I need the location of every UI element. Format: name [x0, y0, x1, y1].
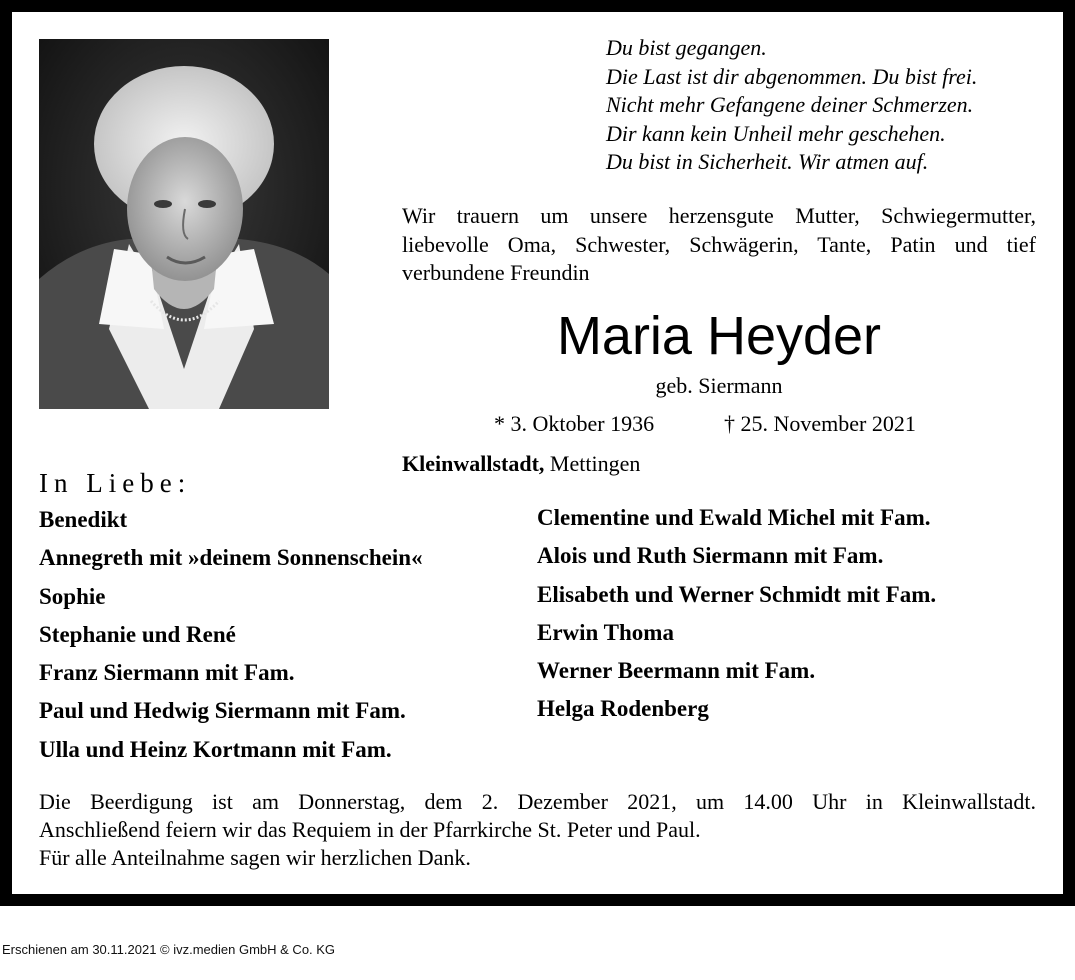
places	[402, 450, 640, 478]
poem-line: Du bist in Sicherheit. Wir atmen auf.	[606, 149, 929, 174]
closing-line: Für alle Anteilnahme sagen wir herzlichen Dank.	[39, 845, 471, 870]
poem-line: Nicht mehr Gefangene deiner Schmerzen.	[606, 92, 974, 117]
closing-line: Die Beerdigung ist am Donnerstag, dem 2. Dezember 2021, um 14.00 Uhr in Kleinwallstadt.	[39, 789, 1036, 814]
mourner-entry: Alois und Ruth Siermann mit Fam.	[537, 543, 884, 569]
mourner-entry: Helga Rodenberg	[537, 696, 709, 722]
publication-footer: Erschienen am 30.11.2021 © ivz.medien GmbH & Co. KG	[2, 942, 336, 957]
mourner-entry: Werner Beermann mit Fam.	[537, 658, 816, 684]
mourning-intro	[402, 202, 1036, 288]
maiden-name: geb. Siermann	[655, 373, 783, 398]
place-primary: Kleinwallstadt,	[402, 451, 545, 476]
mourner-entry: Stephanie und René	[39, 621, 236, 647]
death-date: † 25. November 2021	[724, 411, 916, 436]
mourner-entry: Paul und Hedwig Siermann mit Fam.	[39, 698, 406, 724]
mourner-entry: Elisabeth und Werner Schmidt mit Fam.	[537, 581, 937, 607]
portrait-image	[39, 39, 329, 409]
place-secondary: Mettingen	[544, 451, 641, 476]
poem-line: Du bist gegangen.	[606, 35, 767, 60]
poem-line: Die Last ist dir abgenommen. Du bist frei.	[606, 63, 978, 89]
deceased-name: Maria Heyder	[556, 306, 882, 366]
mourner-entry: Franz Siermann mit Fam.	[39, 660, 295, 686]
obituary-card	[12, 12, 1063, 894]
mourner-entry: Erwin Thoma	[537, 619, 674, 645]
closing-line: Anschließend feiern wir das Requiem in der Pfarrkirche St. Peter und Paul.	[39, 817, 701, 842]
intro-line: verbundene Freundin	[402, 260, 590, 285]
mourner-entry: Ulla und Heinz Kortmann mit Fam.	[39, 736, 392, 762]
poem-line: Dir kann kein Unheil mehr geschehen.	[606, 120, 946, 146]
poem	[606, 34, 1046, 177]
intro-line: Wir trauern um unsere herzensgute Mutter, Schwiegermutter,	[402, 203, 1036, 228]
birth-date: * 3. Oktober 1936	[494, 411, 655, 436]
intro-line: liebevolle Oma, Schwester, Schwägerin, Tante, Patin und tief	[402, 231, 1036, 257]
in-liebe-heading: In Liebe:	[39, 468, 192, 498]
mourners-right	[537, 499, 936, 729]
mourner-entry: Sophie	[39, 583, 106, 609]
mourner-entry: Benedikt	[39, 507, 128, 532]
mourner-entry: Clementine und Ewald Michel mit Fam.	[537, 505, 931, 530]
mourner-entry: Annegreth mit »deinem Sonnenschein«	[39, 545, 423, 571]
mourners-left	[39, 501, 423, 769]
portrait-photo	[39, 39, 329, 409]
funeral-notice	[39, 788, 1036, 872]
